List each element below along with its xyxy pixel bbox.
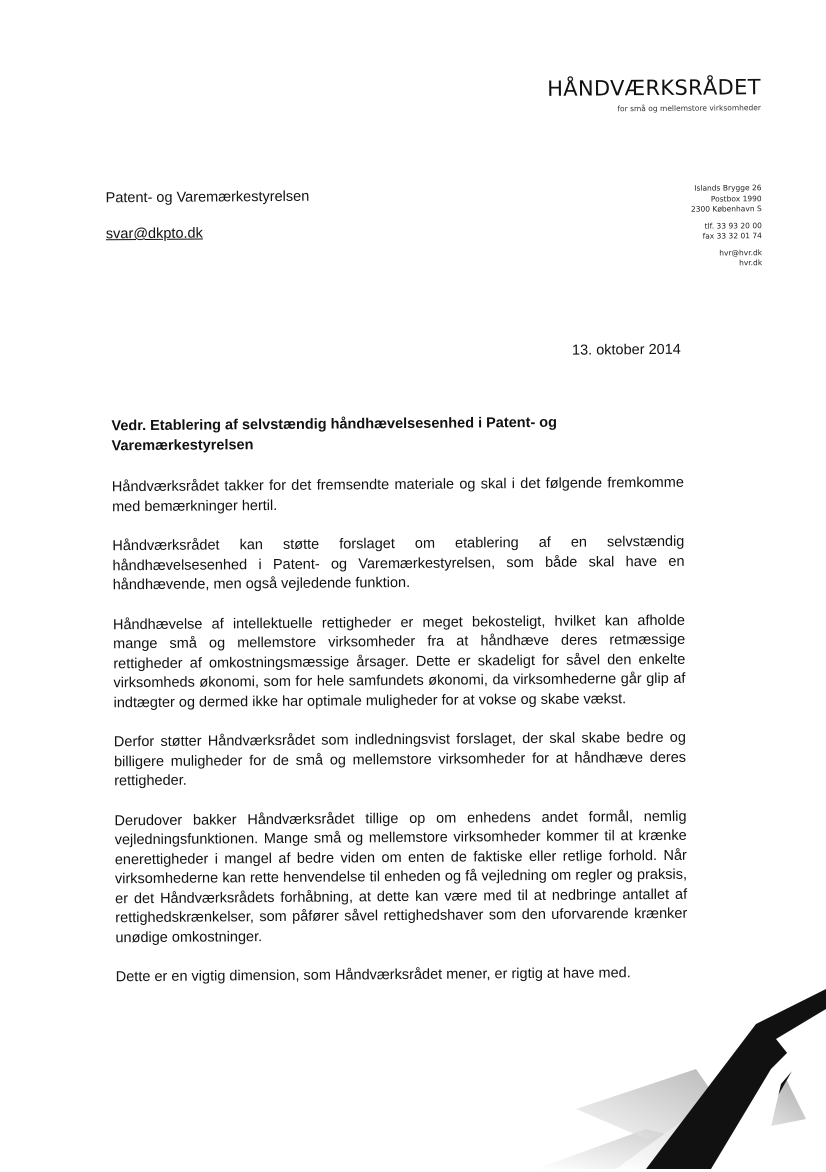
sender-phone-fax xyxy=(691,221,762,243)
sender-address-line: Postbox 1990 xyxy=(710,193,762,204)
letterhead-logo xyxy=(547,77,761,114)
letter-subject: Vedr. Etablering af selvstændig håndhævelsesenhed i Patent- og Varemærkestyrelsen xyxy=(111,414,558,455)
organization-name: HÅNDVÆRKSRÅDET xyxy=(547,75,761,101)
sender-address xyxy=(691,183,762,215)
sender-contact-block xyxy=(691,183,763,275)
body-paragraph: Håndværksrådet takker for det fremsendte materiale og skal i det følgende fremkomme med bemærkninger hertil. xyxy=(111,474,684,515)
sender-address-line: 2300 København S xyxy=(690,204,762,214)
letter-date: 13. oktober 2014 xyxy=(571,341,681,359)
decorative-ribbon-graphic xyxy=(496,969,826,1169)
body-paragraph: Dette er en vigtig dimension, som Håndværksrådet mener, er rigtig at have med. xyxy=(115,965,631,986)
recipient-block xyxy=(106,189,310,243)
recipient-name: Patent- og Varemærkestyrelsen xyxy=(105,188,310,207)
body-paragraph: Håndhævelse af intellektuelle rettigheder er meget bekosteligt, hvilket kan afholde mange små og mellemstore virksomheder fra at håndhæve deres retmæssige rettigheder af omkostningsmæssige årsager. Dette er skadeligt for såvel den enkelte virksomheds økonomi, som for hele samfundets økonomi, da virksomhederne går glip af indtægter og dermed ikke har optimale muligheder for at vokse og skabe vækst. xyxy=(112,612,686,711)
organization-tagline: for små og mellemstore virksomheder xyxy=(617,103,761,114)
body-paragraph: Derfor støtter Håndværksrådet som indledningsvist forslaget, der skal skabe bedre og billigere muligheder for de små og mellemstore virksomheder for at håndhæve deres rettigheder. xyxy=(113,729,687,790)
body-paragraph: Derudover bakker Håndværksrådet tillige op om enhedens andet formål, nemlig vejledningsfunktionen. Mange små og mellemstore virksomheder kommer til at krænke enerettigheder i mangel af bedre viden om enten de faktiske eller retlige forhold. Når virksomhederne kan rette henvendelse til enheden og få vejledning om regler og praksis, er det Håndværksrådets forhåbning, at dette kan være med til at nedbringe antallet af rettighedskrænkelser, som påfører såvel rettighedshaver som den uforvarende krænker unødige omkostninger. xyxy=(114,808,688,946)
sender-email[interactable]: hvr@hvr.dk xyxy=(719,247,763,257)
recipient-email-link[interactable]: svar@dkpto.dk xyxy=(105,225,203,243)
sender-website[interactable]: hvr.dk xyxy=(739,258,763,268)
letter-body xyxy=(111,412,688,1008)
body-paragraph: Håndværksrådet kan støtte forslaget om etablering af en selvstændig håndhævelsesenhed i Patent- og Varemærkestyrelsen, som både skal have en håndhævende, men også vejledende funktion. xyxy=(112,533,685,594)
sender-phone: tlf. 33 93 20 00 xyxy=(704,220,762,231)
sender-fax: fax 33 32 01 74 xyxy=(702,231,762,241)
sender-address-line: Islands Brygge 26 xyxy=(694,183,762,193)
sender-online xyxy=(691,248,762,270)
